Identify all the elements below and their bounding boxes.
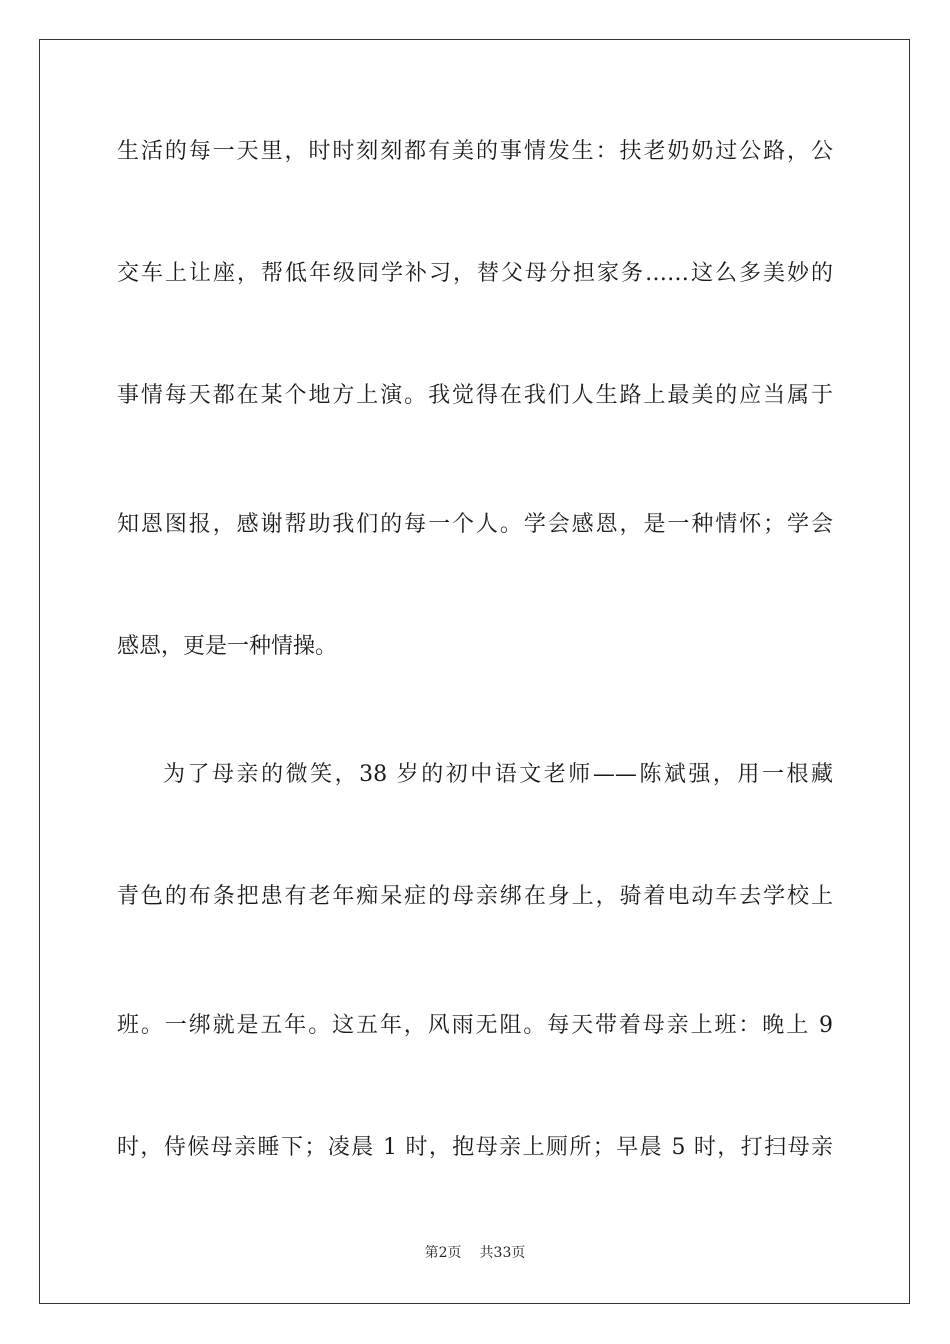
text-line: 感恩，更是一种情操。	[117, 634, 338, 659]
page-frame	[39, 39, 910, 1304]
page-number-total: 共33页	[479, 1245, 526, 1261]
text-line: 班。一绑就是五年。这五年，风雨无阻。每天带着母亲上班：晚上 9	[117, 1013, 833, 1038]
page-footer	[0, 1243, 950, 1263]
text-line: 青色的布条把患有老年痴呆症的母亲绑在身上，骑着电动车去学校上	[117, 884, 833, 909]
text-line: 时，侍候母亲睡下；凌晨 1 时，抱母亲上厕所；早晨 5 时，打扫母亲	[117, 1135, 833, 1160]
text-line: 知恩图报，感谢帮助我们的每一个人。学会感恩，是一种情怀；学会	[117, 512, 833, 537]
text-line-indented: 为了母亲的微笑，38 岁的初中语文老师——陈斌强，用一根藏	[163, 762, 833, 787]
page-number-current: 第2页	[424, 1245, 462, 1261]
text-line: 生活的每一天里，时时刻刻都有美的事情发生：扶老奶奶过公路，公	[117, 139, 833, 164]
text-line: 事情每天都在某个地方上演。我觉得在我们人生路上最美的应当属于	[117, 383, 833, 408]
text-line: 交车上让座，帮低年级同学补习，替父母分担家务……这么多美妙的	[117, 261, 833, 286]
